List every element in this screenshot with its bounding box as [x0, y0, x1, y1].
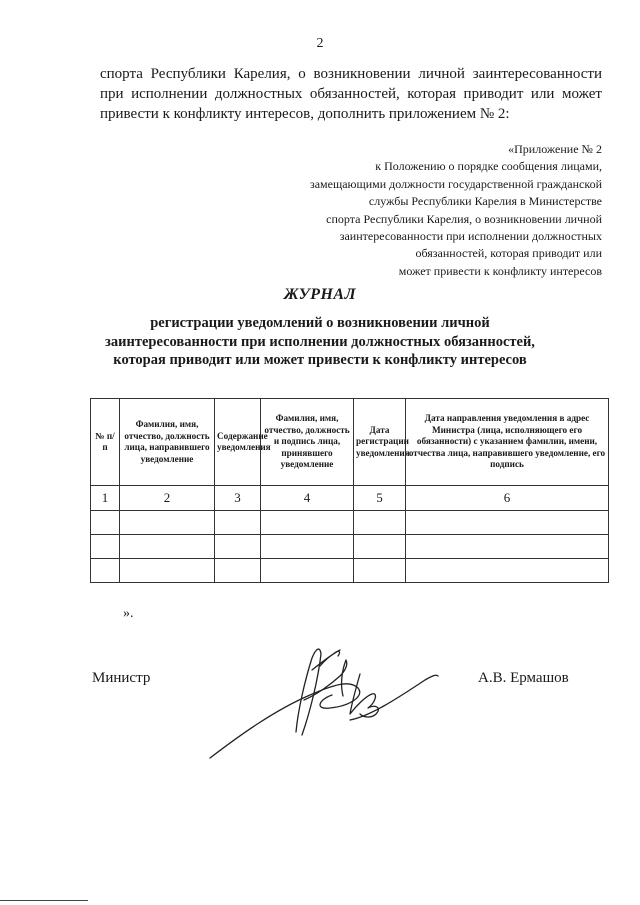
- page-number: 2: [316, 36, 324, 51]
- table-number-row: [91, 486, 609, 511]
- handwritten-signature: [200, 640, 450, 770]
- col-header-send-date: Дата направления уведомления в адрес Министра (лица, исполняющего его обязанности) с указанием фамилии, имени, отчества лица, направившего уведомление, его подпись: [406, 399, 609, 486]
- col-header-receiver: Фамилия, имя, отчество, должность и подпись лица, принявшего уведомление: [261, 399, 354, 486]
- col-header-sender: Фамилия, имя, отчество, должность лица, направившего уведомление: [120, 399, 215, 486]
- table-cell: 6: [406, 486, 609, 511]
- table-cell: [354, 559, 406, 583]
- table-cell: [406, 511, 609, 535]
- footer-rule: [0, 900, 88, 901]
- table-cell: [261, 535, 354, 559]
- appendix-line: заинтересованности при исполнении должностных: [339, 229, 602, 244]
- table-cell: [406, 535, 609, 559]
- table-cell: [91, 535, 120, 559]
- appendix-line: замещающими должности государственной гражданской: [309, 176, 602, 191]
- table-cell: 2: [120, 486, 215, 511]
- intro-line: при исполнении должностных обязанностей, которая приводит или может: [100, 86, 602, 102]
- table-cell: [261, 559, 354, 583]
- appendix-line: может привести к конфликту интересов: [398, 263, 602, 278]
- appendix-reference: [242, 141, 602, 280]
- table-cell: [91, 511, 120, 535]
- table-cell: [261, 511, 354, 535]
- table-cell: [120, 511, 215, 535]
- table-cell: 4: [261, 486, 354, 511]
- table-row: [91, 559, 609, 583]
- table-cell: [354, 511, 406, 535]
- signatory-title: Министр: [92, 670, 151, 686]
- col-header-number: № п/п: [91, 399, 120, 486]
- table-cell: [91, 559, 120, 583]
- table-cell: [406, 559, 609, 583]
- appendix-line: «Приложение № 2: [508, 142, 602, 156]
- subtitle-line: заинтересованности при исполнении должностных обязанностей,: [105, 333, 535, 350]
- appendix-line: службы Республики Карелия в Министерстве: [368, 194, 602, 209]
- table-cell: 5: [354, 486, 406, 511]
- table-cell: [215, 559, 261, 583]
- col-header-reg-date: Дата регистрации уведомления: [354, 399, 406, 486]
- appendix-line: к Положению о порядке сообщения лицами,: [375, 159, 602, 174]
- appendix-line: спорта Республики Карелия, о возникновении личной: [326, 211, 602, 226]
- journal-title: ЖУРНАЛ: [283, 286, 357, 303]
- table-header-row: [91, 399, 609, 486]
- intro-paragraph: [100, 64, 602, 124]
- journal-subtitle: [0, 314, 640, 370]
- col-header-content: Содержание уведомления: [215, 399, 261, 486]
- signatory-name: А.В. Ермашов: [478, 670, 569, 686]
- table-cell: 1: [91, 486, 120, 511]
- table-cell: [215, 511, 261, 535]
- appendix-line: обязанностей, которая приводит или: [415, 246, 602, 261]
- table-cell: [215, 535, 261, 559]
- table-cell: [120, 535, 215, 559]
- table-cell: [354, 535, 406, 559]
- closing-quote: ».: [123, 606, 134, 621]
- table-row: [91, 511, 609, 535]
- subtitle-line: регистрации уведомлений о возникновении личной: [150, 315, 490, 331]
- intro-line: привести к конфликту интересов, дополнить приложением № 2:: [100, 106, 510, 122]
- subtitle-line: которая приводит или может привести к конфликту интересов: [113, 352, 527, 368]
- table-row: [91, 535, 609, 559]
- intro-line: спорта Республики Карелия, о возникновении личной заинтересованности: [100, 66, 602, 82]
- table-cell: [120, 559, 215, 583]
- table-cell: 3: [215, 486, 261, 511]
- registration-table: [90, 398, 609, 583]
